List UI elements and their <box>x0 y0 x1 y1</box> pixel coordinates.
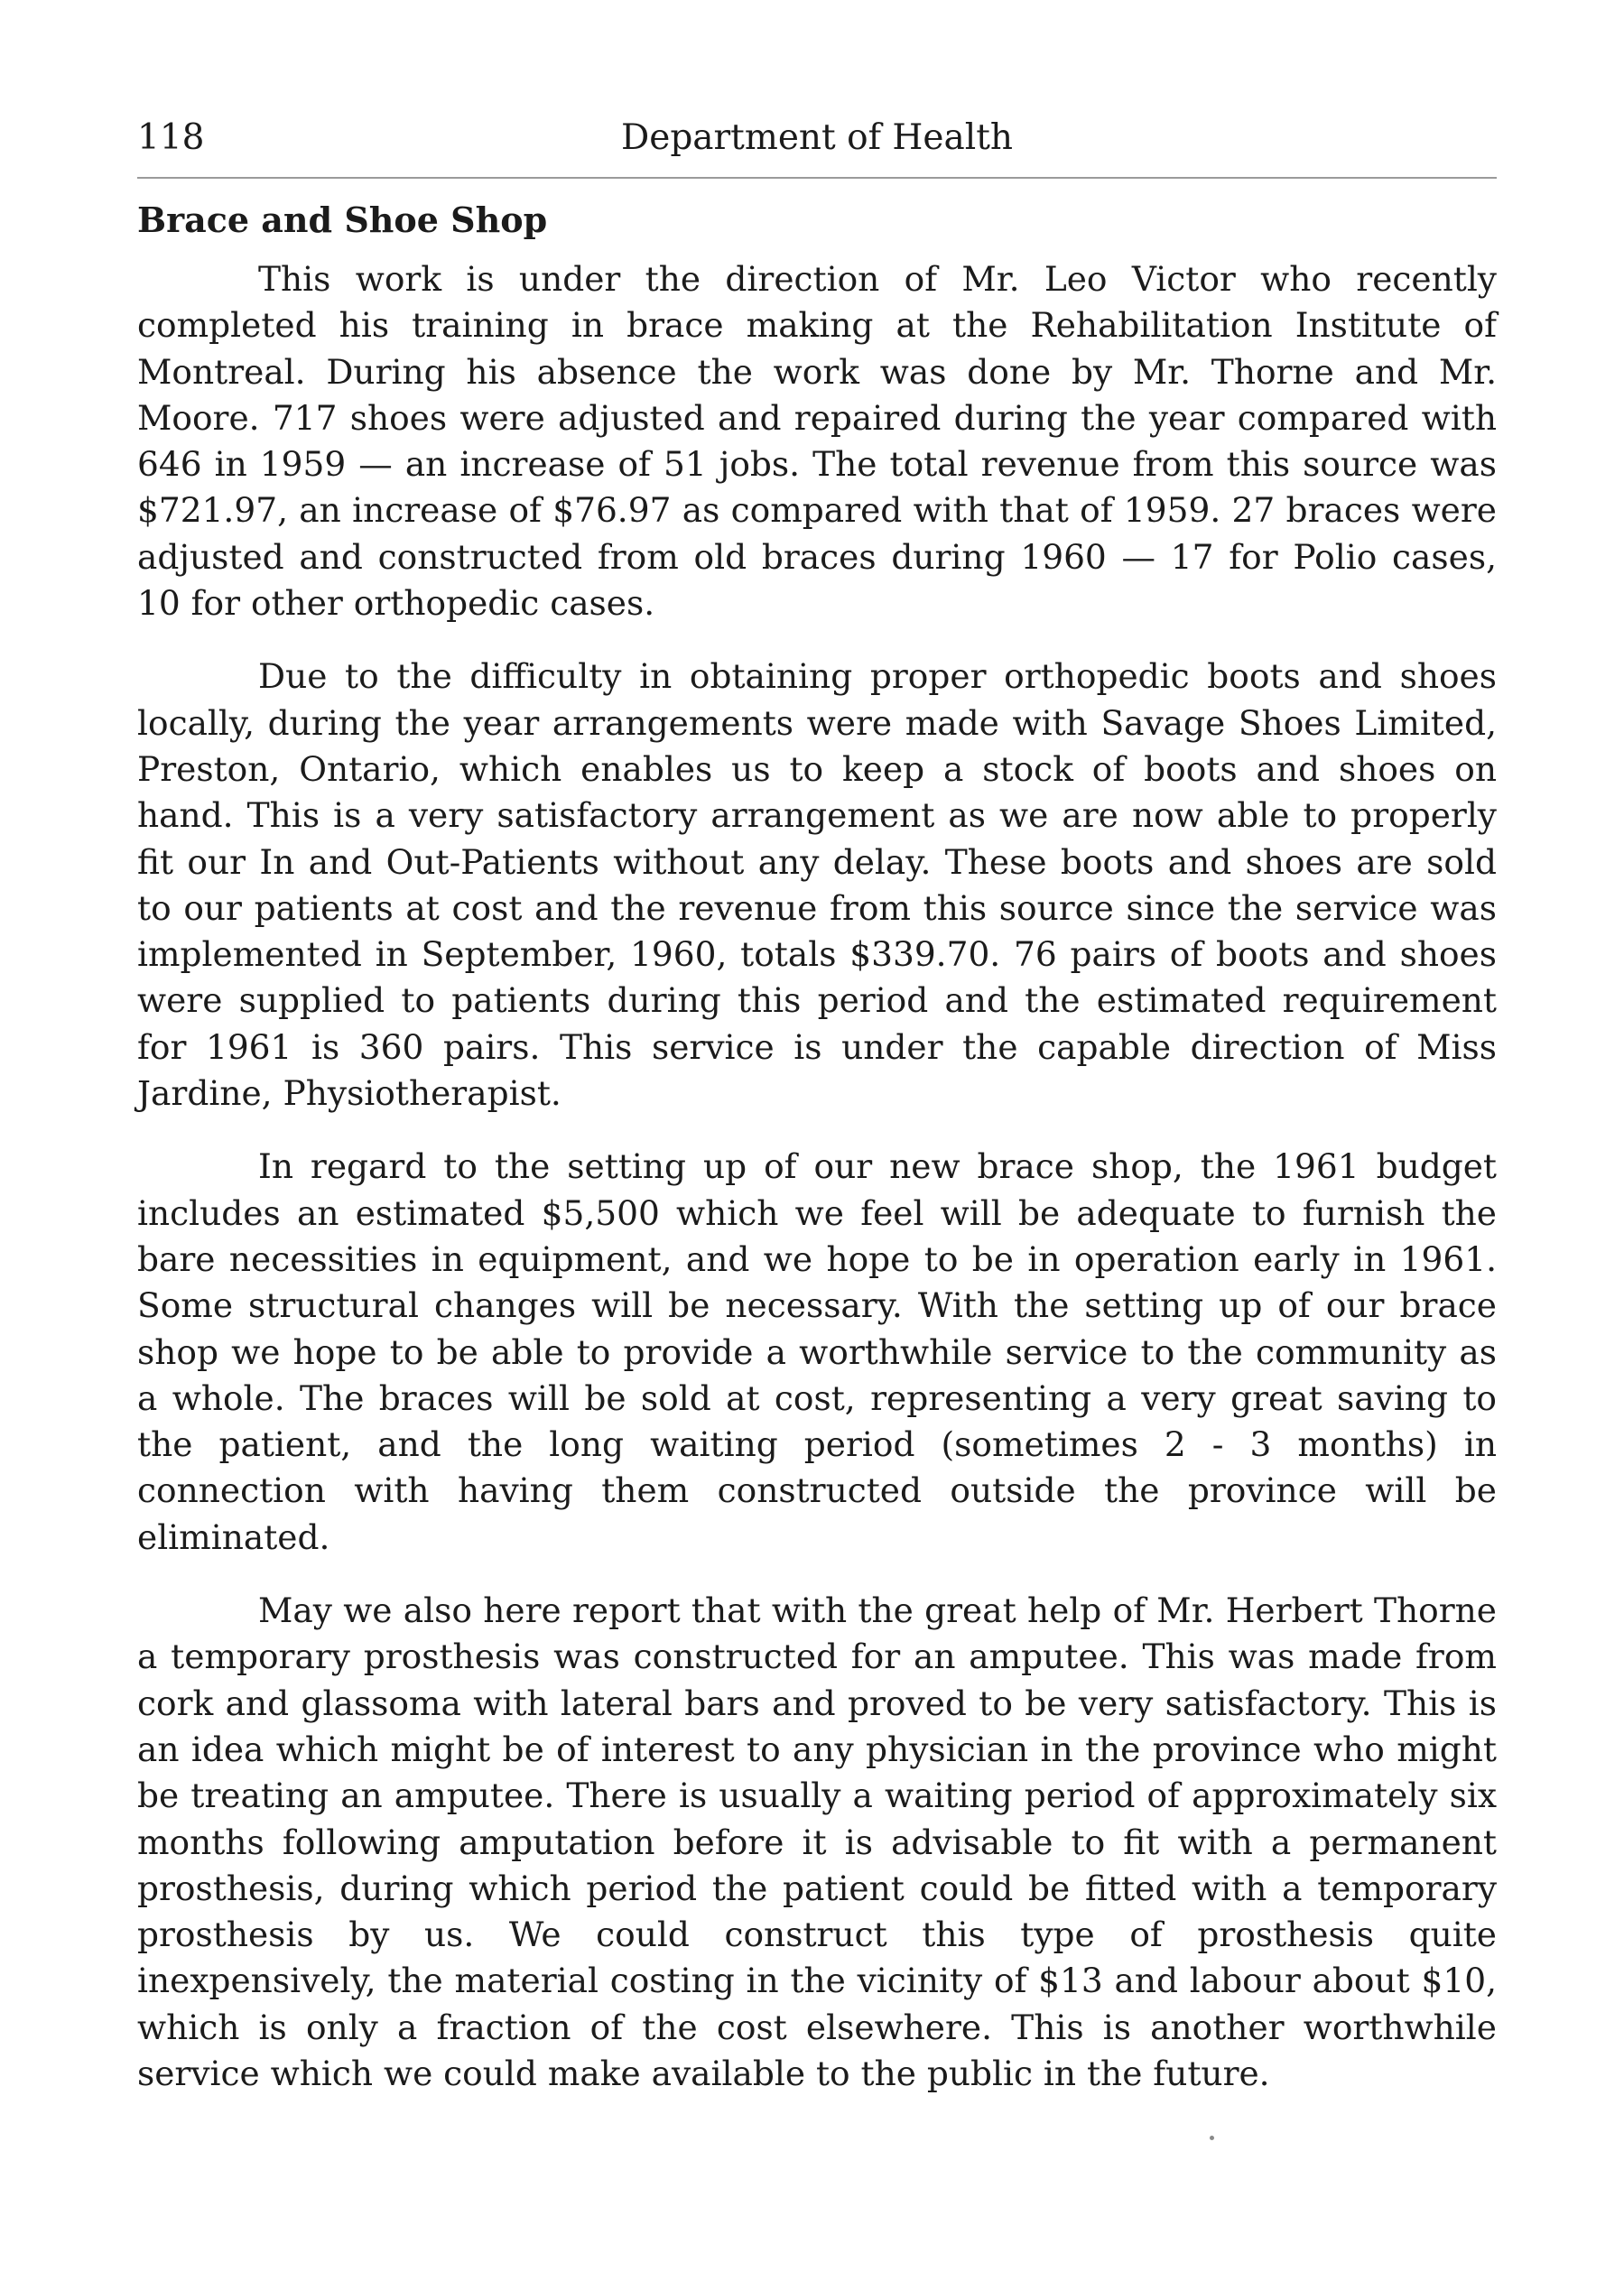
page-number: 118 <box>137 117 205 158</box>
paragraph-2: Due to the difficulty in obtaining proper orthopedic boots and shoes locally, during the year arrangements were made with Savage Shoes Limited, Preston, Ontario, which enables us to keep a stock of boots and shoes on hand. This is a very satisfactory arrangement as we are now able to properly fit our In and Out-Patients without any delay. These boots and shoes are sold to our patients at cost and the revenue from this source since the service was implemented in September, 1960, totals $339.70. 76 pairs of boots and shoes were supplied to patients during this period and the estimated requirement for 1961 is 360 pairs. This service is under the capable direction of Miss Jardine, Physiotherapist. <box>137 656 1497 1114</box>
running-title: Department of Health <box>620 117 1014 158</box>
paragraph-3: In regard to the setting up of our new brace shop, the 1961 budget includes an estimated $5,500 which we feel will be adequate to furnish the bare necessities in equipment, and we hope to be in operation early in 1961. Some structural changes will be necessary. With the setting up of our brace shop we hope to be able to provide a worthwhile service to the community as a whole. The braces will be sold at cost, representing a very great saving to the patient, and the long waiting period (sometimes 2 - 3 months) in connection with having them constructed outside the province will be eliminated. <box>137 1146 1497 1557</box>
paragraph-4: May we also here report that with the great help of Mr. Herbert Thorne a temporary prosthesis was constructed for an amputee. This was made from cork and glassoma with lateral bars and proved to be very satisfactory. This is an idea which might be of interest to any physician in the province who might be treating an amputee. There is usually a waiting period of approximately six months following amputation before it is advisable to fit with a permanent prosthesis, during which period the patient could be fitted with a temporary prosthesis by us. We could construct this type of prosthesis quite inexpensively, the material costing in the vicinity of $13 and labour about $10, which is only a fraction of the cost elsewhere. This is another worthwhile service which we could make available to the public in the future. <box>137 1590 1497 2093</box>
stray-mark <box>1210 2136 1214 2140</box>
running-head <box>137 108 1497 168</box>
header-rule <box>137 177 1497 179</box>
paragraph-1: This work is under the direction of Mr. Leo Victor who recently completed his training in brace making at the Rehabilitation Institute of Montreal. During his absence the work was done by Mr. Thorne and Mr. Moore. 717 shoes were adjusted and repaired during the year compared with 646 in 1959 — an increase of 51 jobs. The total revenue from this source was $721.97, an increase of $76.97 as compared with that of 1959. 27 braces were adjusted and constructed from old braces during 1960 — 17 for Polio cases, 10 for other orthopedic cases. <box>137 259 1497 624</box>
document-page <box>137 108 1497 2124</box>
section-heading: Brace and Shoe Shop <box>137 199 548 240</box>
